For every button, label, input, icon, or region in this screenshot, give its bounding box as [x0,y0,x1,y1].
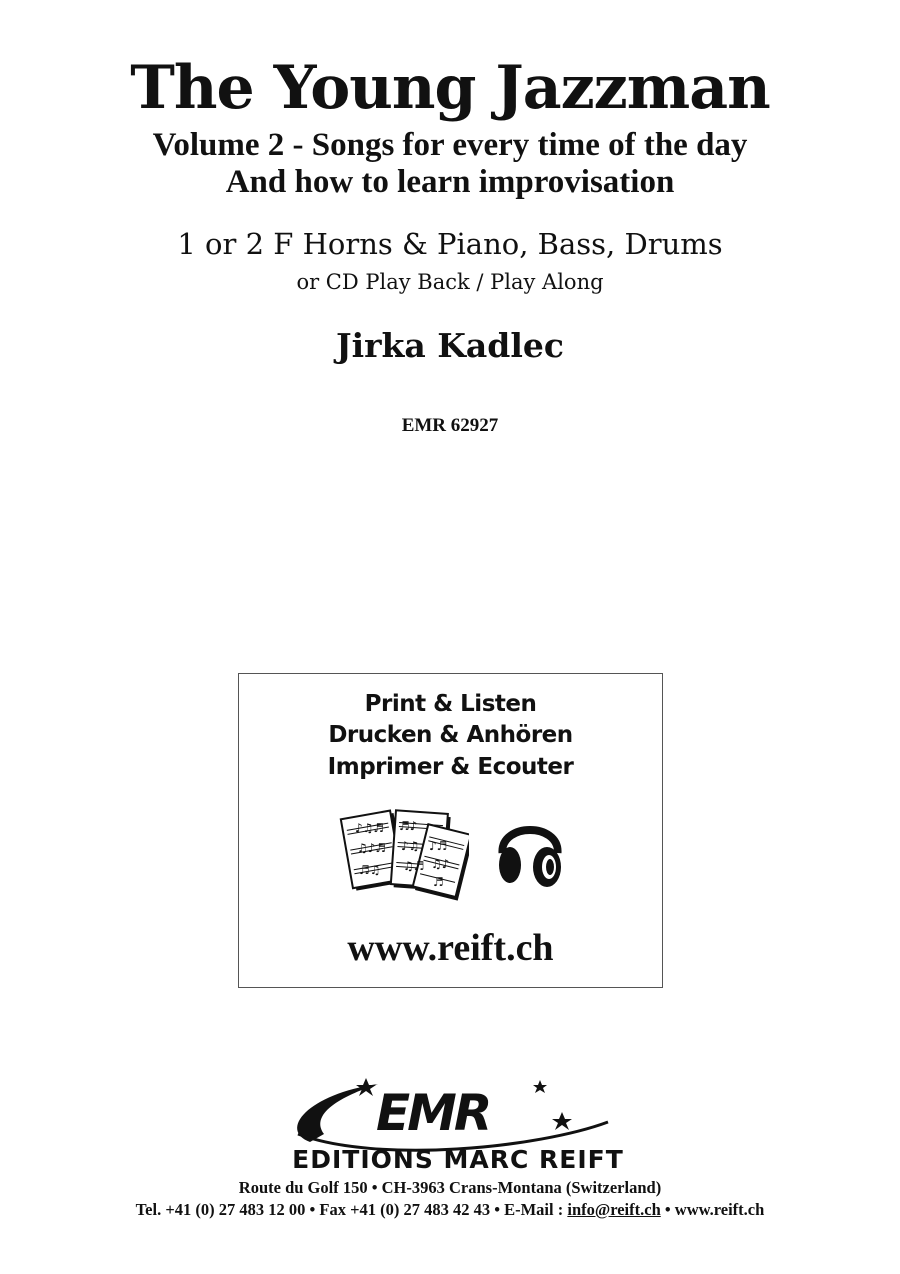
svg-text:♬♪: ♬♪ [399,819,418,833]
sheet-music-icon [339,802,469,902]
svg-text:♪♬: ♪♬ [429,839,448,853]
svg-text:♪♫♬: ♪♫♬ [355,821,385,835]
subtitle-line-1: Volume 2 - Songs for every time of the day [152,127,748,163]
svg-text:♬♫: ♬♫ [359,863,381,877]
instrumentation-alt: or CD Play Back / Play Along [296,270,604,294]
svg-text:♪♫: ♪♫ [401,839,420,853]
subtitle-line-2: And how to learn improvisation [225,164,675,200]
promo-line-french: Imprimer & Ecouter [327,754,574,780]
publisher-address: Route du Golf 150 • CH-3963 Crans-Montana (Switzerland) [238,1178,662,1197]
website-url[interactable]: www.reift.ch [347,927,554,969]
svg-text:♫♬: ♫♬ [403,859,425,873]
publisher-contact [0,1199,900,1221]
catalog-number: EMR 62927 [401,415,499,436]
contact-website[interactable]: • www.reift.ch [660,1200,765,1219]
contact-phone-fax: Tel. +41 (0) 27 483 12 00 • Fax +41 (0) 27 483 42 43 • E-Mail : [135,1200,568,1219]
instrumentation: 1 or 2 F Horns & Piano, Bass, Drums [177,227,723,261]
headphones-icon [493,809,567,891]
print-listen-box [238,673,663,988]
composer: Jirka Kadlec [335,326,565,365]
svg-text:♫♪♬: ♫♪♬ [357,841,387,855]
email-link[interactable]: info@reift.ch [567,1200,661,1219]
promo-line-english: Print & Listen [364,691,537,717]
page-title: The Young Jazzman [130,53,770,123]
emr-logo-wordmark: EMR [376,1084,490,1142]
promo-line-german: Drucken & Anhören [328,722,573,748]
publisher-name: EDITIONS MARC REIFT [292,1145,624,1172]
svg-text:♬: ♬ [433,875,444,889]
svg-text:♫♪: ♫♪ [431,857,450,871]
emr-publisher-logo [238,1072,678,1172]
